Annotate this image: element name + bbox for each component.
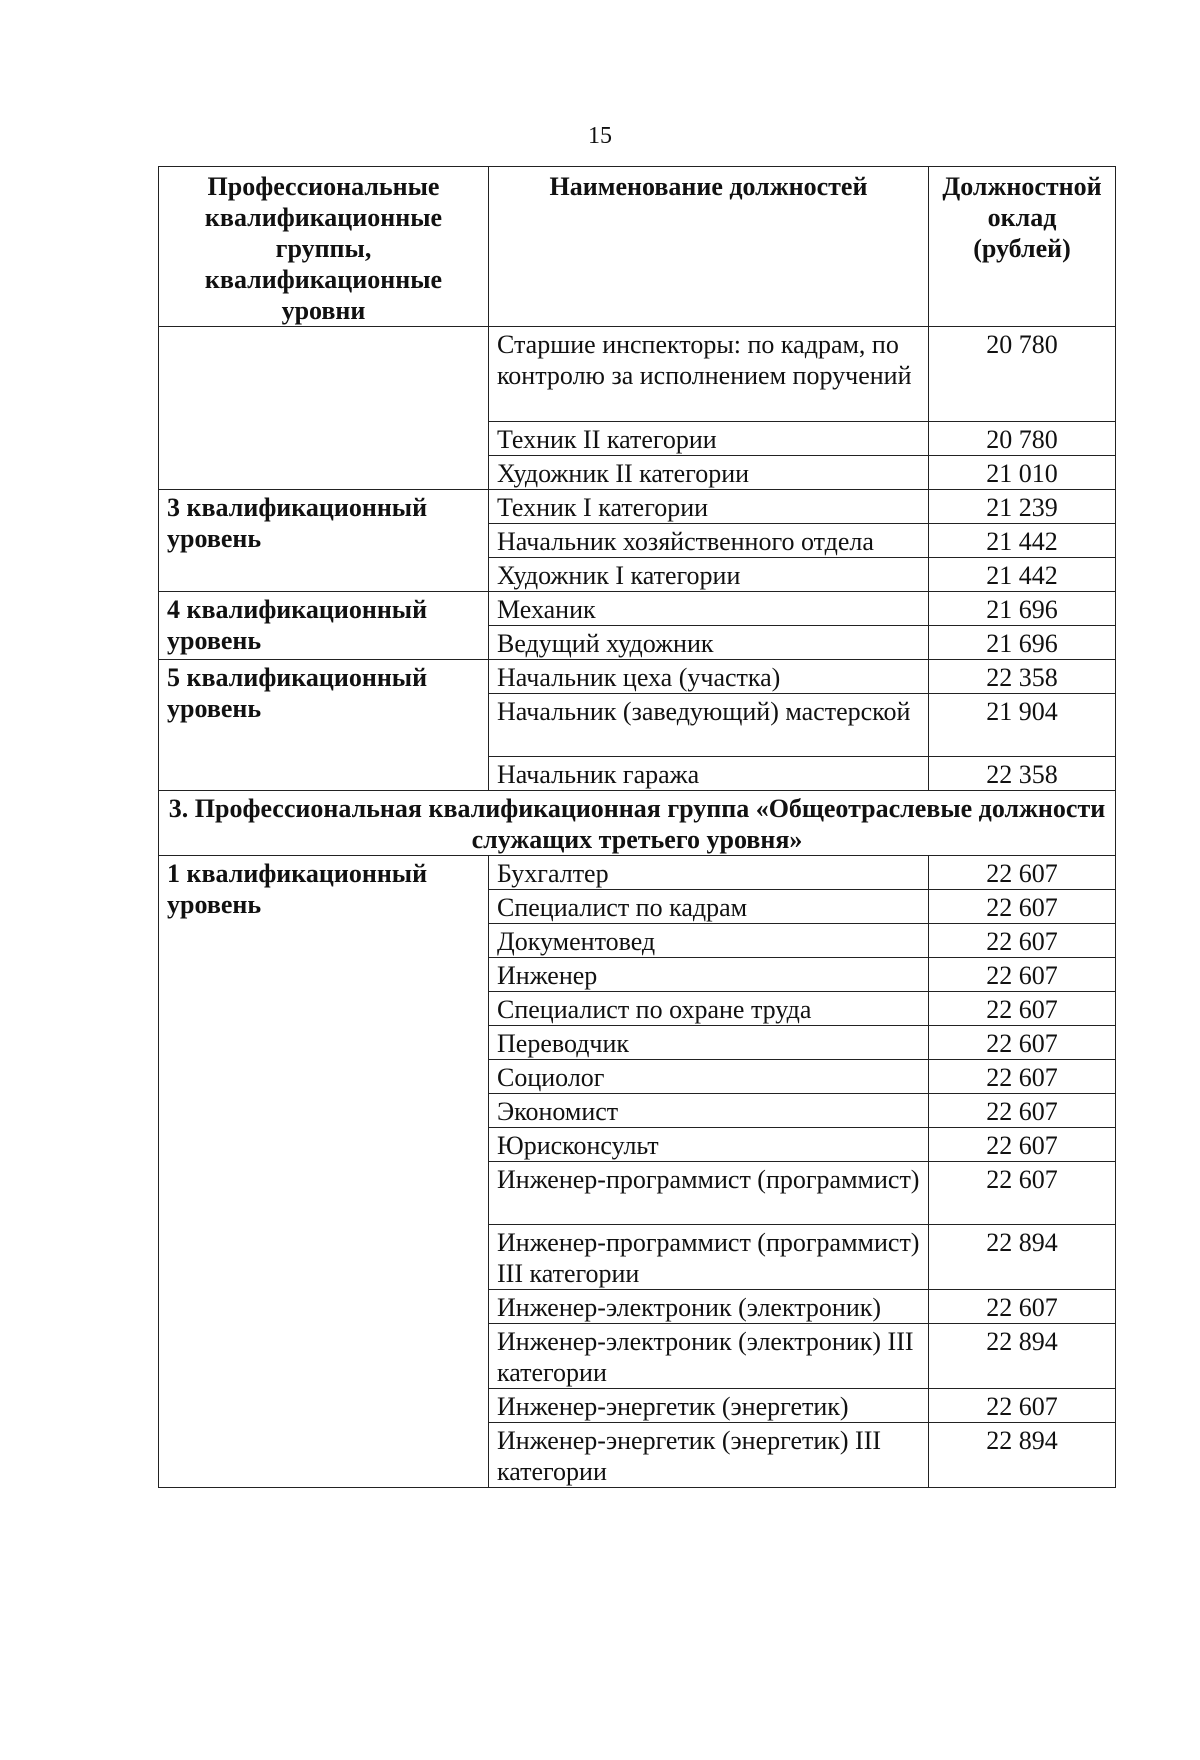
salary-cell: 21 696	[929, 626, 1116, 660]
salary-cell: 20 780	[929, 327, 1116, 422]
group-cell-empty	[159, 327, 489, 490]
salary-cell: 22 607	[929, 856, 1116, 890]
position-cell: Инженер-электроник (электроник)	[489, 1290, 929, 1324]
salary-cell: 22 607	[929, 924, 1116, 958]
position-cell: Инженер-энергетик (энергетик)	[489, 1389, 929, 1423]
group-cell-level5: 5 квалификационный уровень	[159, 660, 489, 791]
position-cell: Ведущий художник	[489, 626, 929, 660]
position-cell: Инженер-программист (программист) III категории	[489, 1225, 929, 1290]
salary-cell: 22 894	[929, 1225, 1116, 1290]
position-cell: Начальник гаража	[489, 757, 929, 791]
salary-cell: 22 607	[929, 1026, 1116, 1060]
table-row	[159, 592, 1116, 626]
header-groups: Профессиональные квалификационные группы, квалификационные уровни	[159, 167, 489, 327]
salary-cell: 22 607	[929, 992, 1116, 1026]
salary-cell: 22 894	[929, 1324, 1116, 1389]
salary-cell: 21 696	[929, 592, 1116, 626]
position-cell: Механик	[489, 592, 929, 626]
position-cell: Техник II категории	[489, 422, 929, 456]
salary-cell: 22 607	[929, 1094, 1116, 1128]
position-cell: Документовед	[489, 924, 929, 958]
position-cell: Специалист по кадрам	[489, 890, 929, 924]
header-positions: Наименование должностей	[489, 167, 929, 327]
salary-cell: 22 894	[929, 1423, 1116, 1488]
position-cell: Социолог	[489, 1060, 929, 1094]
salary-cell: 22 607	[929, 1060, 1116, 1094]
salary-cell: 22 358	[929, 757, 1116, 791]
salary-cell: 22 607	[929, 1162, 1116, 1225]
salary-cell: 22 607	[929, 1389, 1116, 1423]
position-cell: Переводчик	[489, 1026, 929, 1060]
salary-cell: 22 607	[929, 1290, 1116, 1324]
section-title: 3. Профессиональная квалификационная группа «Общеотраслевые должности служащих третьего уровня»	[159, 791, 1116, 856]
salary-cell: 21 442	[929, 524, 1116, 558]
position-cell: Юрисконсульт	[489, 1128, 929, 1162]
position-cell: Инженер-электроник (электроник) III категории	[489, 1324, 929, 1389]
position-cell: Техник I категории	[489, 490, 929, 524]
position-cell: Художник I категории	[489, 558, 929, 592]
position-cell: Специалист по охране труда	[489, 992, 929, 1026]
table-header-row	[159, 167, 1116, 327]
table-row	[159, 327, 1116, 422]
page-number: 15	[588, 123, 612, 149]
position-cell: Экономист	[489, 1094, 929, 1128]
salary-cell: 22 358	[929, 660, 1116, 694]
position-cell: Начальник (заведующий) мастерской	[489, 694, 929, 757]
position-cell: Бухгалтер	[489, 856, 929, 890]
salary-cell: 21 442	[929, 558, 1116, 592]
group-cell-level3: 3 квалификационный уровень	[159, 490, 489, 592]
salary-cell: 21 010	[929, 456, 1116, 490]
position-cell: Старшие инспекторы: по кадрам, по контролю за исполнением поручений	[489, 327, 929, 422]
salary-cell: 22 607	[929, 1128, 1116, 1162]
salary-table	[158, 166, 1116, 1488]
header-salary: Должностной оклад (рублей)	[929, 167, 1116, 327]
salary-cell: 21 904	[929, 694, 1116, 757]
position-cell: Художник II категории	[489, 456, 929, 490]
position-cell: Инженер-программист (программист)	[489, 1162, 929, 1225]
section-title-row	[159, 791, 1116, 856]
salary-cell: 20 780	[929, 422, 1116, 456]
salary-cell: 22 607	[929, 958, 1116, 992]
table-row	[159, 490, 1116, 524]
position-cell: Начальник хозяйственного отдела	[489, 524, 929, 558]
salary-cell: 21 239	[929, 490, 1116, 524]
group-cell-level4: 4 квалификационный уровень	[159, 592, 489, 660]
position-cell: Инженер	[489, 958, 929, 992]
table-row	[159, 856, 1116, 890]
salary-cell: 22 607	[929, 890, 1116, 924]
group-cell-s3-level1: 1 квалификационный уровень	[159, 856, 489, 1488]
table-row	[159, 660, 1116, 694]
position-cell: Начальник цеха (участка)	[489, 660, 929, 694]
position-cell: Инженер-энергетик (энергетик) III категории	[489, 1423, 929, 1488]
